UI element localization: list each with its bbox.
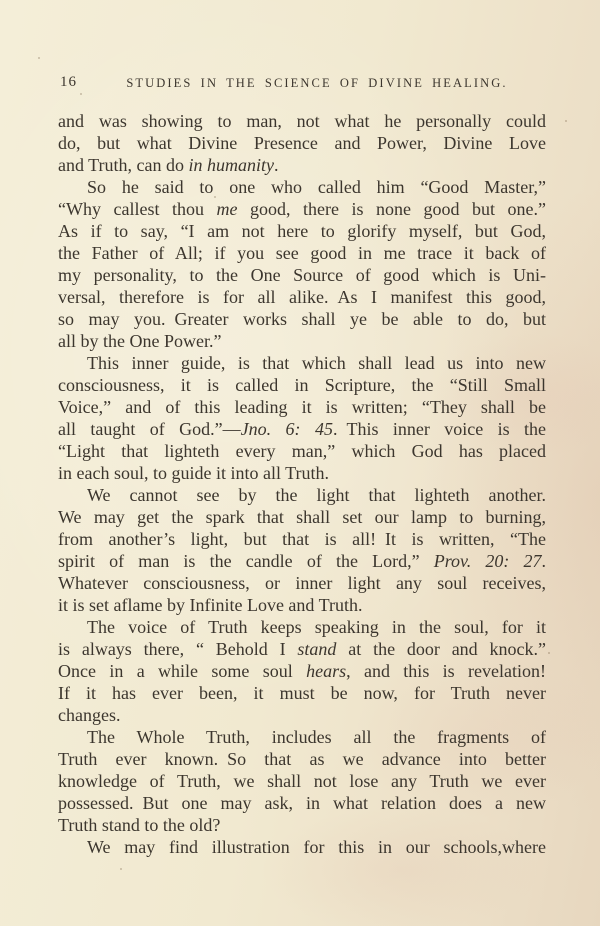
page-number: 16 <box>60 74 77 90</box>
text-line: If it has ever been, it must be now, for Truth never <box>58 683 546 703</box>
paper-speck <box>80 93 82 95</box>
text-line: all by the One Power.” <box>58 331 222 351</box>
text-line: Truth ever known. So that as we advance into better <box>58 749 546 769</box>
paragraph <box>58 836 546 858</box>
text-line: it is set aflame by Infinite Love and Truth. <box>58 595 363 615</box>
text-line: all taught of God.”—Jno. 6: 45. This inner voice is the <box>58 419 546 439</box>
paragraph <box>58 616 546 726</box>
paragraph <box>58 110 546 176</box>
paragraph <box>58 726 546 836</box>
text-line: Whatever consciousness, or inner light any soul receives, <box>58 573 546 593</box>
text-line: The Whole Truth, includes all the fragments of <box>87 727 546 747</box>
text-line: knowledge of Truth, we shall not lose any Truth we ever <box>58 771 546 791</box>
paper-speck <box>548 652 550 654</box>
paper-speck <box>38 57 40 59</box>
body-text <box>58 110 546 858</box>
page-header <box>58 73 546 93</box>
text-line: so may you. Greater works shall ye be able to do, but <box>58 309 546 329</box>
text-line: spirit of man is the candle of the Lord,” Prov. 20: 27. <box>58 551 546 571</box>
text-line: the Father of All; if you see good in me trace it back of <box>58 243 546 263</box>
paper-speck <box>120 868 122 870</box>
paper-speck <box>565 120 567 122</box>
text-line: from another’s light, but that is all! It is written, “The <box>58 529 546 549</box>
text-line: This inner guide, is that which shall lead us into new <box>87 353 546 373</box>
text-line: The voice of Truth keeps speaking in the soul, for it <box>87 617 546 637</box>
text-line: “Why callest thou me good, there is none good but one.” <box>58 199 546 219</box>
paragraph <box>58 176 546 352</box>
text-line: We may find illustration for this in our schools,where <box>87 837 546 857</box>
text-line: Voice,” and of this leading it is written; “They shall be <box>58 397 546 417</box>
text-line: We cannot see by the light that lighteth another. <box>87 485 546 505</box>
text-line: and was showing to man, not what he personally could <box>58 111 546 131</box>
text-line: Truth stand to the old? <box>58 815 221 835</box>
text-line: As if to say, “I am not here to glorify myself, but God, <box>58 221 546 241</box>
paragraph <box>58 352 546 484</box>
text-line: changes. <box>58 705 121 725</box>
text-line: We may get the spark that shall set our lamp to burning, <box>58 507 546 527</box>
text-line: is always there, “ Behold I stand at the door and knock.” <box>58 639 546 659</box>
text-line: do, but what Divine Presence and Power, Divine Love <box>58 133 546 153</box>
text-line: my personality, to the One Source of good which is Uni- <box>58 265 546 285</box>
text-line: consciousness, it is called in Scripture, the “Still Small <box>58 375 546 395</box>
text-line: So he said to one who called him “Good Master,” <box>87 177 546 197</box>
paragraph <box>58 484 546 616</box>
text-line: “Light that lighteth every man,” which God has placed <box>58 441 546 461</box>
text-line: versal, therefore is for all alike. As I manifest this good, <box>58 287 546 307</box>
paper-speck <box>214 196 216 198</box>
text-line: possessed. But one may ask, in what relation does a new <box>58 793 546 813</box>
text-line: and Truth, can do in humanity. <box>58 155 279 175</box>
text-line: in each soul, to guide it into all Truth. <box>58 463 329 483</box>
text-line: Once in a while some soul hears, and this is revelation! <box>58 661 546 681</box>
running-title: STUDIES IN THE SCIENCE OF DIVINE HEALING. <box>126 76 508 90</box>
